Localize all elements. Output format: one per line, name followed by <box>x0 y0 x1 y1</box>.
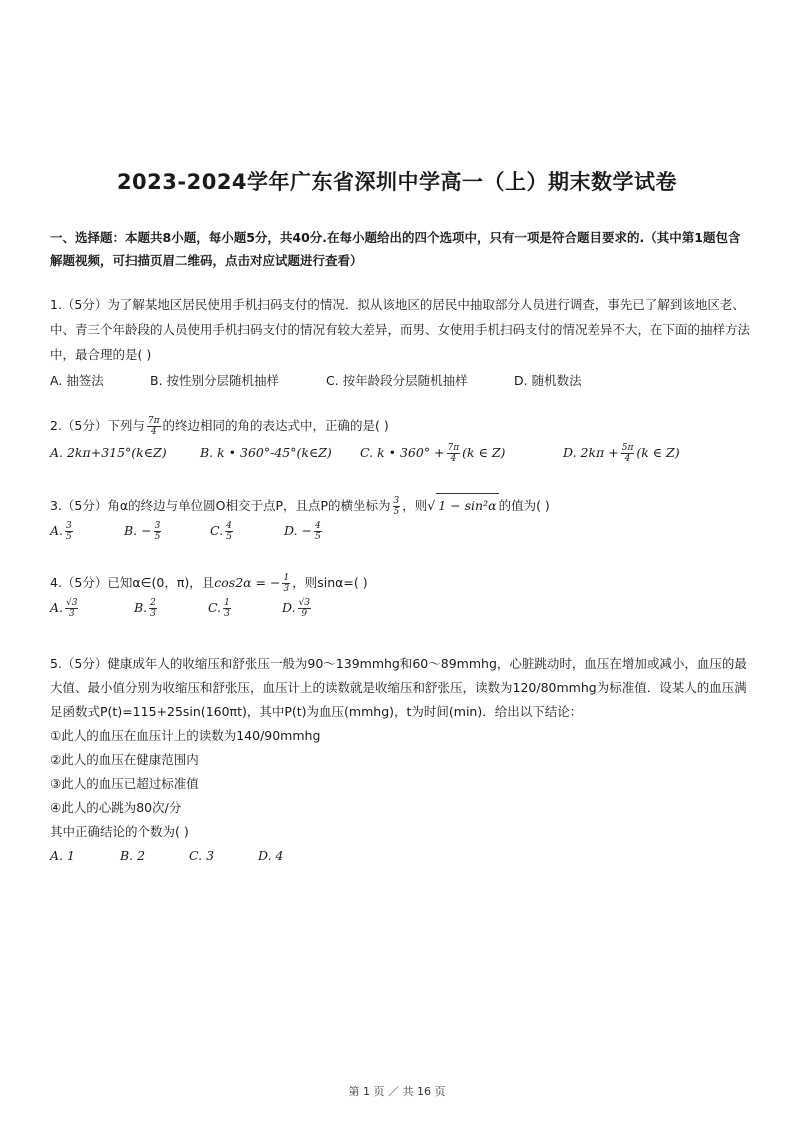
option-label: C. <box>208 600 222 615</box>
option-d-pre: D. 2kπ + <box>563 445 619 460</box>
fraction-denominator: 5 <box>226 532 232 542</box>
fraction-numerator: 1 <box>224 598 230 608</box>
fraction-numerator: √3 <box>66 598 78 608</box>
option-b: B. k • 360°-45°(k∈Z) <box>200 445 332 460</box>
question-2 <box>50 414 750 465</box>
option-d-fraction <box>621 443 635 464</box>
option-fraction <box>298 598 311 619</box>
option-d: D. 随机数法 <box>514 373 582 388</box>
option-label: A. <box>50 523 64 538</box>
option-label: B. <box>134 600 148 615</box>
option-label: B. − <box>124 523 152 538</box>
question-2-fraction <box>147 416 161 437</box>
option-a <box>50 596 80 619</box>
fraction-numerator: 4 <box>226 521 232 531</box>
option-d <box>563 441 680 464</box>
statement-2: ②此人的血压在健康范围内 <box>50 752 199 767</box>
fraction-numerator: 7π <box>147 416 160 426</box>
option-b <box>134 596 159 619</box>
option-c-pre: C. k • 360° + <box>360 445 445 460</box>
fraction-denominator: 5 <box>393 507 400 517</box>
option-c <box>208 596 233 619</box>
statement-1: ①此人的血压在血压计上的读数为140/90mmhg <box>50 728 321 743</box>
option-fraction <box>225 521 233 542</box>
question-5-options <box>50 844 750 868</box>
statement-4: ④此人的心跳为80次/分 <box>50 800 182 815</box>
fraction-numerator: 1 <box>283 573 290 583</box>
option-b: B. 按性别分层随机抽样 <box>150 373 280 388</box>
question-3-mid: ，则 <box>402 498 428 513</box>
option-label: A. <box>50 600 64 615</box>
option-c: C. 按年龄段分层随机抽样 <box>326 373 468 388</box>
fraction-denominator: 4 <box>450 454 457 464</box>
fraction-denominator: 3 <box>150 609 156 619</box>
option-fraction <box>65 521 73 542</box>
fraction-denominator: 5 <box>315 532 321 542</box>
fraction-denominator: 5 <box>154 532 161 542</box>
option-c <box>360 441 505 464</box>
fraction-numerator: 2 <box>150 598 156 608</box>
option-d-post: (k ∈ Z) <box>636 445 680 460</box>
page-footer: 第 1 页 ／ 共 16 页 <box>348 1085 446 1098</box>
question-2-text <box>50 414 750 437</box>
question-1-text: 1.（5分）为了解某地区居民使用手机扫码支付的情况．拟从该地区的居民中抽取部分人员进行调查，事先已了解到该地区老、中、青三个年龄段的人员使用手机扫码支付的情况有较大差异，而男、女使用手机扫码支付的情况差异不大，在下面的抽样方法中，最合理的是( ) <box>50 297 751 362</box>
question-5-text: 5.（5分）健康成年人的收缩压和舒张压一般为90～139mmhg和60～89mmhg，心脏跳动时，血压在增加或减小，血压的最大值、最小值分别为收缩压和舒张压，血压计上的读数就是收缩压和舒张压，读数为120/80mmhg为标准值．设某人的血压满足函数式P(t)=115+25sin(160πt)，其中P(t)为血压(mmhg)，t为时间(min)．给出以下结论： <box>50 656 747 719</box>
question-3-post: 的值为( ) <box>498 498 550 513</box>
question-3-fraction <box>393 496 401 517</box>
option-d <box>282 596 313 619</box>
question-4-expression: cos2α = − <box>214 575 281 590</box>
option-d: D. 4 <box>258 848 284 863</box>
question-4-options <box>50 596 750 620</box>
question-5-ask: 其中正确结论的个数为( ) <box>50 824 189 839</box>
question-4-text <box>50 571 750 594</box>
option-d <box>284 519 324 542</box>
option-label: D. <box>282 600 296 615</box>
option-b <box>124 519 163 542</box>
question-4-fraction <box>282 573 290 594</box>
question-5 <box>50 652 750 868</box>
option-fraction <box>314 521 322 542</box>
fraction-denominator: 3 <box>224 609 230 619</box>
sqrt-expression: 1 − sin²α <box>436 493 498 517</box>
fraction-denominator: 4 <box>624 454 631 464</box>
option-a: A. 抽签法 <box>50 373 104 388</box>
question-3-pre: 3.（5分）角α的终边与单位圆O相交于点P，且点P的横坐标为 <box>50 498 391 513</box>
option-b: B. 2 <box>120 848 146 863</box>
question-4 <box>50 571 750 620</box>
option-fraction <box>149 598 157 619</box>
fraction-denominator: 9 <box>301 609 308 619</box>
question-2-pre: 2.（5分）下列与 <box>50 418 145 433</box>
option-c <box>210 519 235 542</box>
question-2-post: 的终边相同的角的表达式中，正确的是( ) <box>162 418 389 433</box>
option-c-fraction <box>447 443 461 464</box>
fraction-denominator: 3 <box>68 609 75 619</box>
question-1 <box>50 292 750 393</box>
fraction-denominator: 5 <box>66 532 72 542</box>
fraction-numerator: 3 <box>66 521 72 531</box>
fraction-denominator: 4 <box>150 427 157 437</box>
question-2-options <box>50 441 750 465</box>
section-heading: 一、选择题：本题共8小题，每小题5分，共40分.在每小题给出的四个选项中，只有一项是符合题目要求的.（其中第1题包含解题视频，可扫描页眉二维码，点击对应试题进行查看） <box>50 230 741 268</box>
sqrt-sign: √ <box>427 498 436 513</box>
question-4-pre: 4.（5分）已知α∈(0，π)，且 <box>50 575 215 590</box>
fraction-numerator: √3 <box>298 598 311 608</box>
fraction-numerator: 5π <box>621 443 634 453</box>
fraction-numerator: 4 <box>315 521 321 531</box>
exam-title: 2023-2024学年广东省深圳中学高一（上）期末数学试卷 <box>116 170 678 194</box>
question-3-text <box>50 493 750 517</box>
fraction-numerator: 3 <box>154 521 161 531</box>
question-4-post: ，则sinα=( ) <box>292 575 368 590</box>
option-label: C. <box>210 523 224 538</box>
option-a: A. 1 <box>50 848 75 863</box>
option-c-post: (k ∈ Z) <box>462 445 506 460</box>
question-3-options <box>50 519 750 543</box>
fraction-numerator: 7π <box>447 443 460 453</box>
option-fraction <box>154 521 162 542</box>
fraction-numerator: 3 <box>393 496 400 506</box>
option-fraction <box>65 598 78 619</box>
question-1-options <box>50 369 750 393</box>
option-a <box>50 519 75 542</box>
question-3 <box>50 493 750 543</box>
option-fraction <box>223 598 231 619</box>
fraction-denominator: 3 <box>283 584 290 594</box>
option-a: A. 2kπ+315°(k∈Z) <box>50 445 167 460</box>
option-label: D. − <box>284 523 312 538</box>
option-c: C. 3 <box>189 848 215 863</box>
statement-3: ③此人的血压已超过标准值 <box>50 776 199 791</box>
